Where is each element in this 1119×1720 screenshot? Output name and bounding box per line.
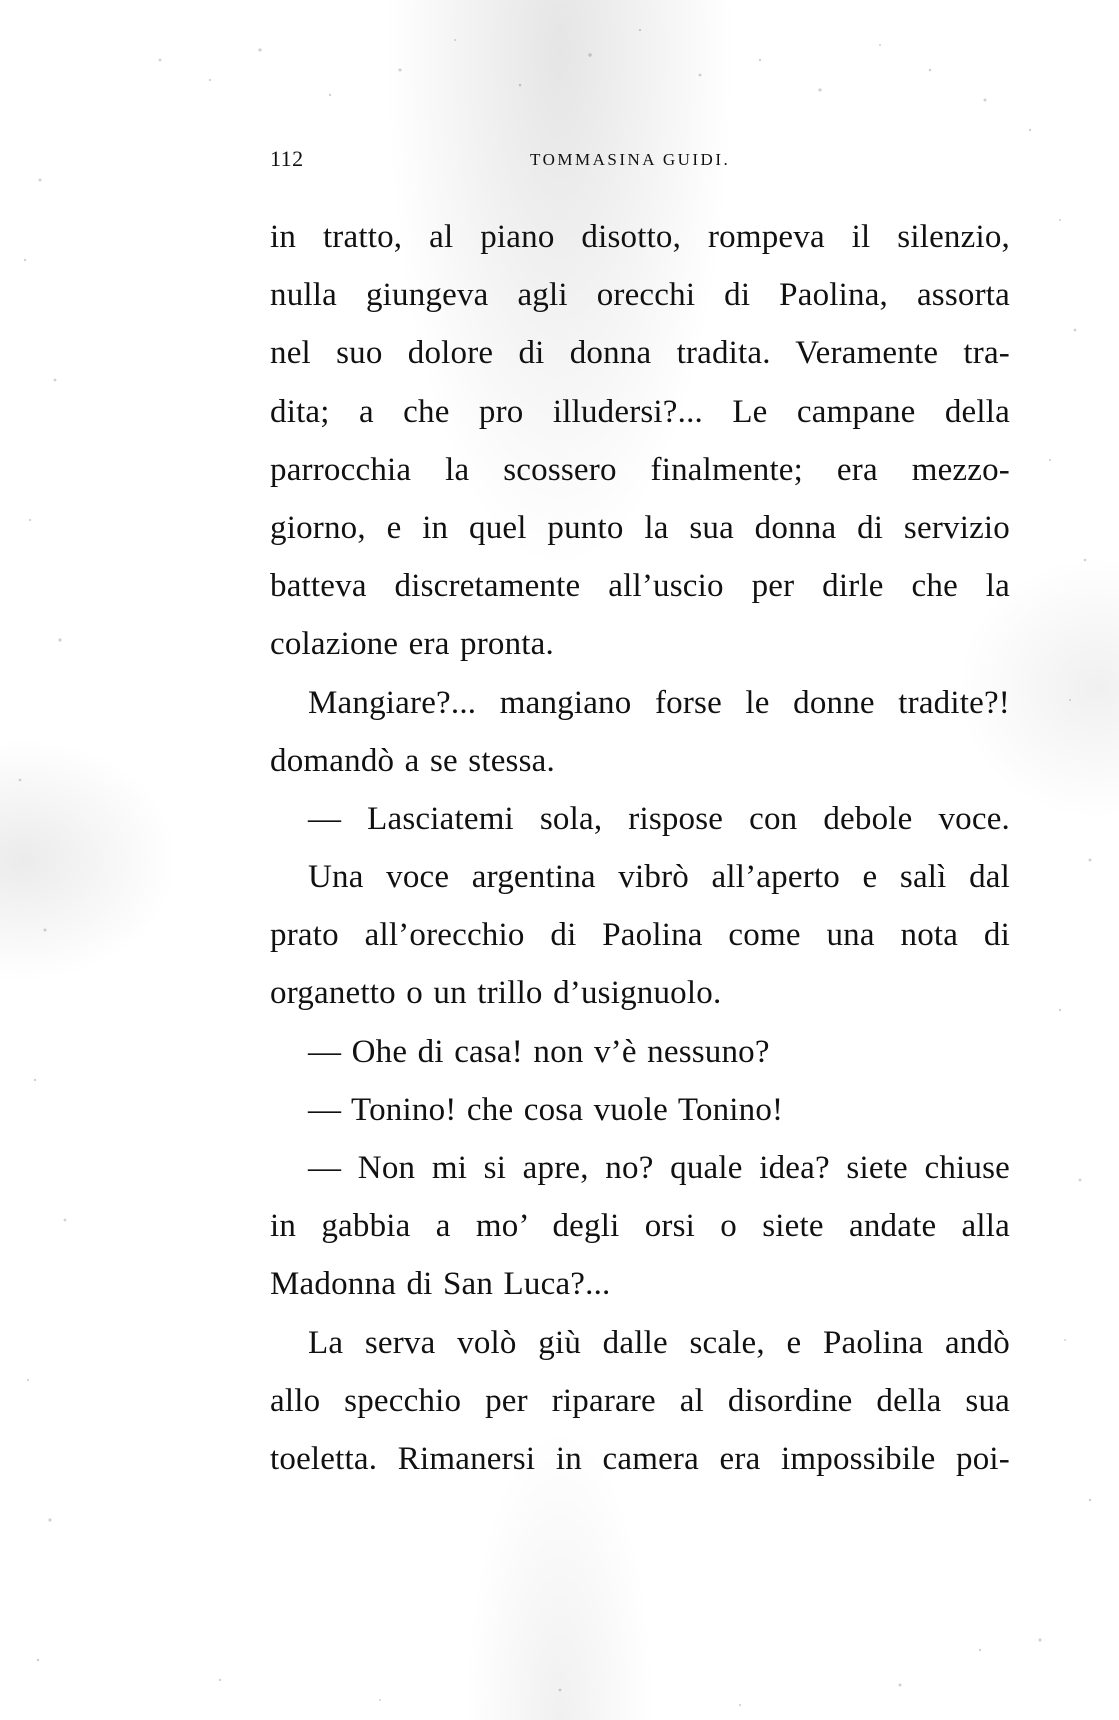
dialogue-line: — Tonino! che cosa vuole Tonino! xyxy=(308,1091,784,1128)
text-line: domandò a se stessa. xyxy=(270,742,555,779)
text-line: nel suo dolore di donna tradita. Veramente tra- xyxy=(270,335,1010,372)
dialogue-line: — Lasciatemi sola, rispose con debole voce. xyxy=(308,800,1010,837)
body-text xyxy=(270,208,1010,1488)
page-number: 112 xyxy=(270,146,304,171)
text-line: colazione era pronta. xyxy=(270,626,554,663)
text-line: in gabbia a mo’ degli orsi o siete andate alla xyxy=(270,1208,1010,1245)
text-line: dita; a che pro illudersi?... Le campane della xyxy=(270,393,1010,430)
page-header xyxy=(270,146,1010,176)
text-line: Una voce argentina vibrò all’aperto e salì dal xyxy=(308,859,1010,896)
text-line: toeletta. Rimanersi in camera era impossibile poi- xyxy=(270,1440,1010,1477)
text-line: nulla giungeva agli orecchi di Paolina, assorta xyxy=(270,277,1010,314)
running-title: TOMMASINA GUIDI. xyxy=(530,150,731,169)
text-line: La serva volò giù dalle scale, e Paolina andò xyxy=(308,1324,1010,1361)
text-line: batteva discretamente all’uscio per dirle che la xyxy=(270,568,1010,605)
text-line: organetto o un trillo d’usignuolo. xyxy=(270,975,722,1012)
text-line: prato all’orecchio di Paolina come una nota di xyxy=(270,917,1010,954)
text-line: giorno, e in quel punto la sua donna di servizio xyxy=(270,509,1010,546)
dialogue-line: — Non mi si apre, no? quale idea? siete chiuse xyxy=(308,1150,1010,1186)
text-line: in tratto, al piano disotto, rompeva il silenzio, xyxy=(270,219,1010,255)
text-line: allo specchio per riparare al disordine della sua xyxy=(270,1382,1010,1419)
text-line: Mangiare?... mangiano forse le donne tradite?! xyxy=(308,684,1010,721)
dialogue-line: — Ohe di casa! non v’è nessuno? xyxy=(308,1033,770,1070)
text-line: Madonna di San Luca?... xyxy=(270,1266,611,1303)
text-line: parrocchia la scossero finalmente; era mezzo- xyxy=(270,451,1010,488)
